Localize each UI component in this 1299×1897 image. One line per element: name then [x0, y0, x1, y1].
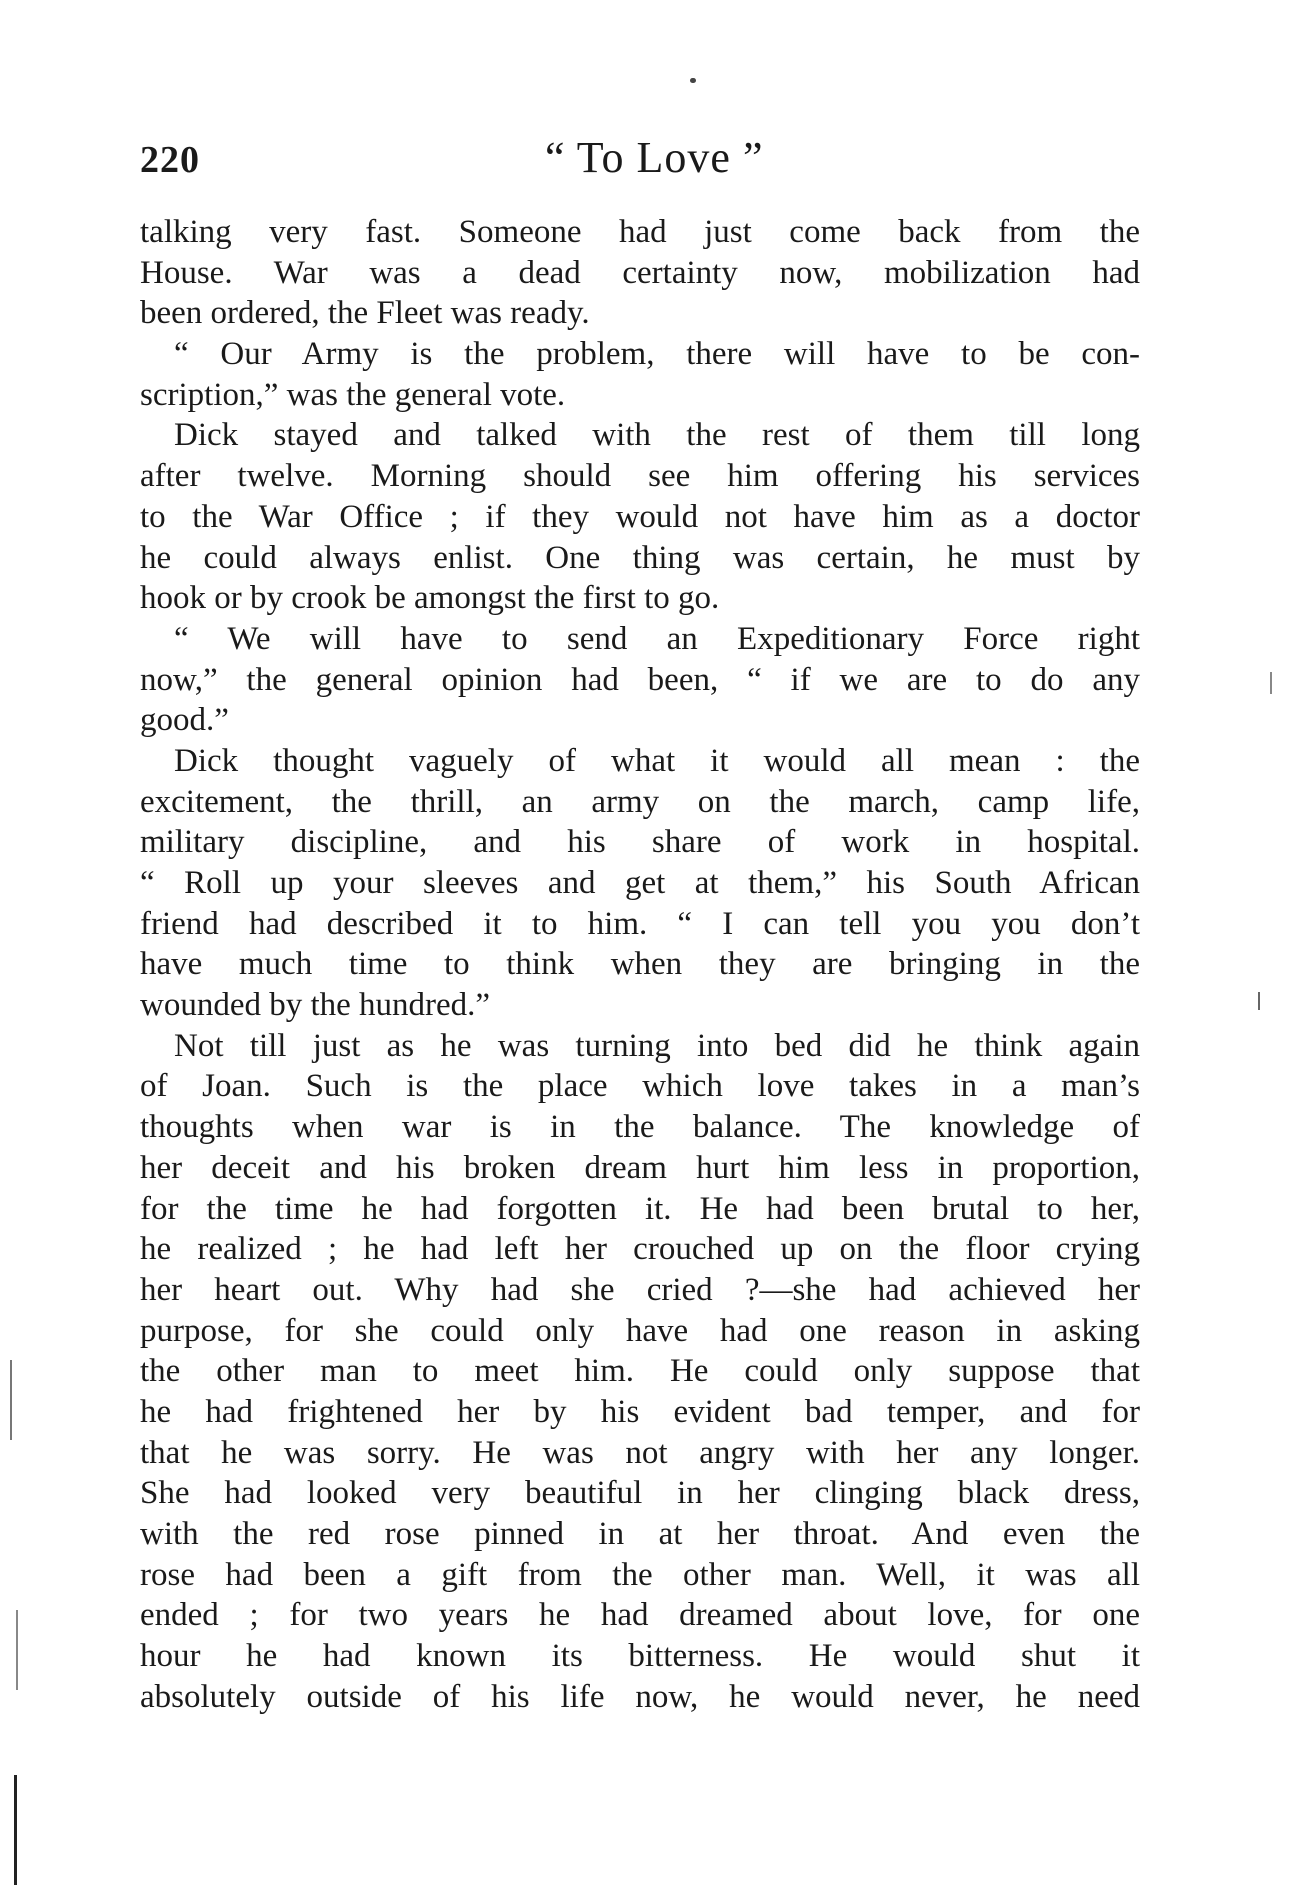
running-title: “ To Love ”: [545, 133, 764, 182]
text-line: that he was sorry. He was not angry with her any longer.: [140, 1434, 1140, 1471]
text-line: House. War was a dead certainty now, mobilization had: [140, 254, 1140, 291]
text-line: scription,” was the general vote.: [140, 376, 566, 413]
text-line: he could always enlist. One thing was certain, he must by: [140, 539, 1140, 576]
text-line: her heart out. Why had she cried ?—she had achieved her: [140, 1271, 1140, 1308]
text-line: Not till just as he was turning into bed did he think again: [174, 1027, 1140, 1064]
text-line: hour he had known its bitterness. He would shut it: [140, 1638, 1140, 1675]
text-line: the other man to meet him. He could only suppose that: [140, 1353, 1140, 1390]
text-line: to the War Office ; if they would not have him as a doctor: [140, 498, 1140, 535]
text-line: have much time to think when they are bringing in the: [140, 946, 1140, 983]
text-line: of Joan. Such is the place which love takes in a man’s: [140, 1068, 1140, 1105]
text-line: ended ; for two years he had dreamed about love, for one: [140, 1597, 1140, 1634]
text-line: “ We will have to send an Expeditionary Force right: [174, 620, 1140, 657]
page-header: [140, 132, 1140, 192]
text-line: Dick thought vaguely of what it would all mean : the: [174, 742, 1140, 779]
text-line: She had looked very beautiful in her clinging black dress,: [140, 1475, 1140, 1512]
text-line: Dick stayed and talked with the rest of them till long: [174, 417, 1140, 454]
ink-speck: [690, 78, 696, 83]
text-line: good.”: [140, 702, 229, 739]
text-line: rose had been a gift from the other man. Well, it was all: [140, 1556, 1140, 1593]
page-number: 220: [140, 139, 200, 181]
text-line: he realized ; he had left her crouched up on the floor crying: [140, 1231, 1140, 1268]
text-line: hook or by crook be amongst the first to go.: [140, 580, 720, 617]
text-line: purpose, for she could only have had one reason in asking: [140, 1312, 1140, 1349]
text-line: “ Roll up your sleeves and get at them,” his South African: [140, 865, 1140, 901]
scan-edge-mark: [14, 1775, 17, 1885]
text-line: with the red rose pinned in at her throat. And even the: [140, 1516, 1140, 1552]
scan-edge-mark: [16, 1610, 18, 1690]
text-line: wounded by the hundred.”: [140, 987, 491, 1024]
scan-edge-mark: [1258, 992, 1260, 1010]
text-line: after twelve. Morning should see him offering his services: [140, 458, 1140, 495]
text-line: military discipline, and his share of work in hospital.: [140, 824, 1140, 861]
text-line: her deceit and his broken dream hurt him less in proportion,: [140, 1149, 1140, 1186]
text-line: been ordered, the Fleet was ready.: [140, 295, 590, 332]
text-line: “ Our Army is the problem, there will have to be con-: [174, 336, 1140, 373]
text-line: thoughts when war is in the balance. The knowledge of: [140, 1109, 1140, 1146]
text-line: excitement, the thrill, an army on the march, camp life,: [140, 783, 1140, 820]
text-line: he had frightened her by his evident bad temper, and for: [140, 1393, 1140, 1430]
text-line: for the time he had forgotten it. He had been brutal to her,: [140, 1190, 1140, 1227]
text-line: talking very fast. Someone had just come back from the: [140, 214, 1140, 250]
scan-edge-mark: [10, 1360, 12, 1440]
text-line: friend had described it to him. “ I can tell you you don’t: [140, 905, 1140, 942]
text-line: now,” the general opinion had been, “ if we are to do any: [140, 661, 1140, 698]
body-text: [140, 212, 1140, 1717]
scan-edge-mark: [1270, 672, 1272, 694]
text-line: absolutely outside of his life now, he would never, he need: [140, 1678, 1140, 1715]
